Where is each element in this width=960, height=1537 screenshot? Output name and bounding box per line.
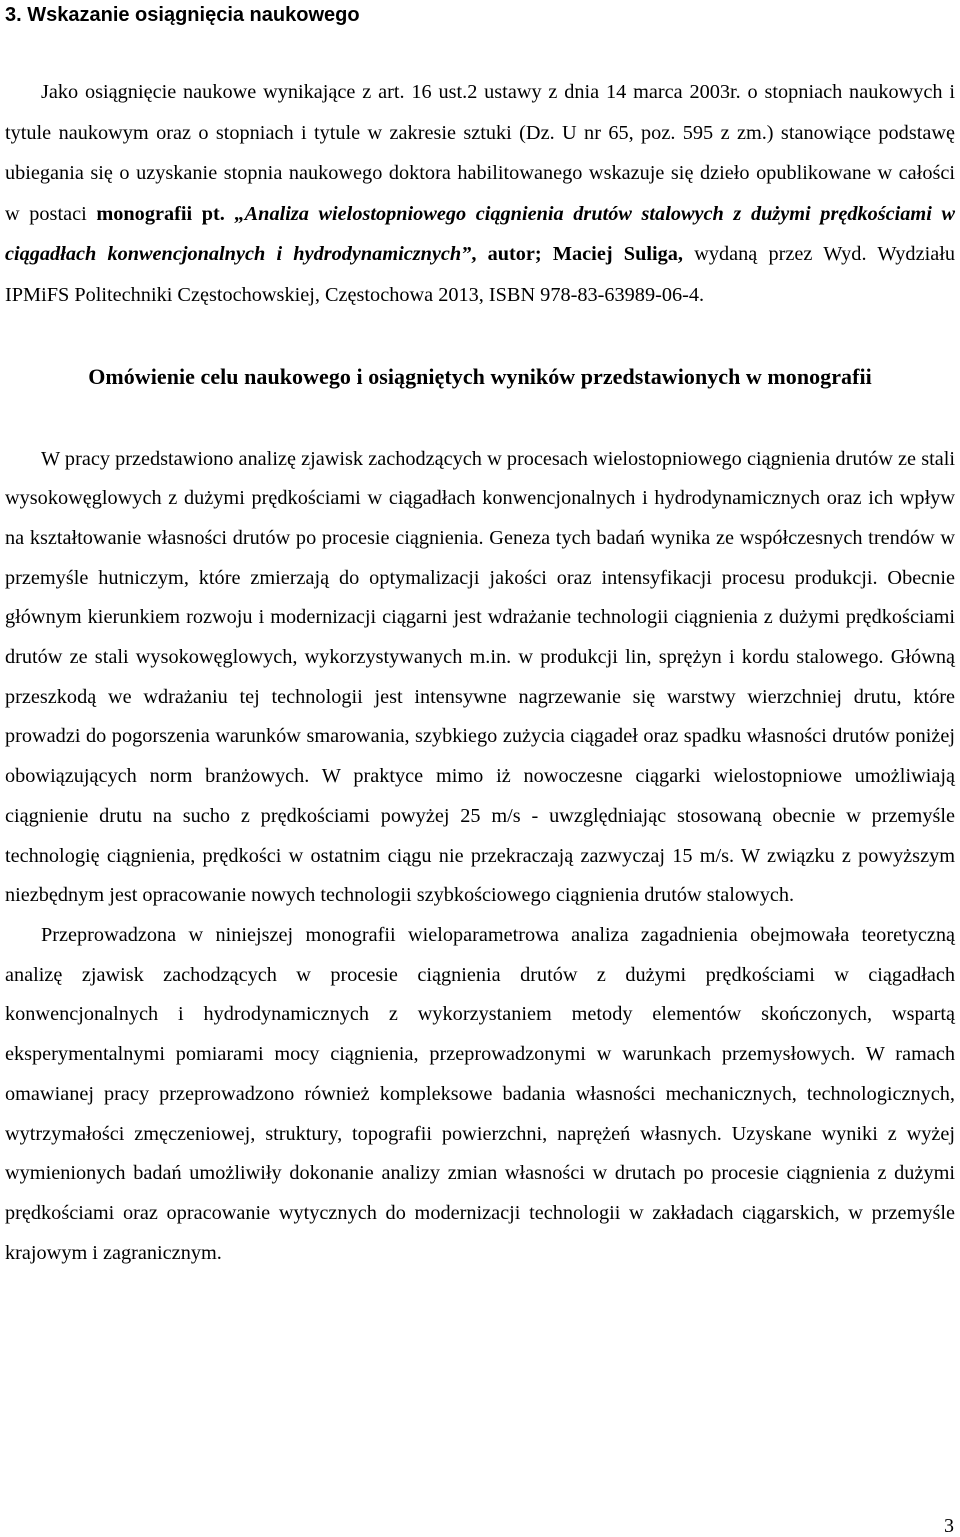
- publisher-info: wydaną przez Wyd. Wydziału IPMiFS Politechniki Częstochowskiej, Częstochowa 2013, ISBN 978-83-63989-06-4.: [5, 243, 955, 306]
- intro-paragraph: [5, 72, 955, 316]
- body-paragraph: Przeprowadzona w niniejszej monografii wieloparametrowa analiza zagadnienia obejmowała teoretyczną analizę zjawisk zachodzących w procesie ciągnienia drutów z dużymi prędkościami w ciągadłach konwencjonalnych i hydrodynamicznych z wykorzystaniem metody elementów skończonych, wspartą eksperymentalnymi pomiarami mocy ciągnienia, przeprowadzonymi w warunkach przemysłowych. W ramach omawianej pracy przeprowadzono również kompleksowe badania własności mechanicznych, technologicznych, wytrzymałości zmęczeniowej, struktury, topografii powierzchni, naprężeń własnych. Uzyskane wyniki z wyżej wymienionych badań umożliwiły dokonanie analizy zmian własności w drutach po procesie ciągnienia z dużymi prędkościami oraz opracowanie wytycznych do modernizacji technologii w zakładach ciągarskich, w przemyśle krajowym i zagranicznym.: [5, 924, 955, 1264]
- monograph-title: „Analiza wielostopniowego ciągnienia drutów stalowych z dużymi prędkościami w ciągadłach konwencjonalnych i hydrodynamicznych”: [5, 202, 955, 266]
- monograph-label: monografii pt.: [96, 202, 225, 225]
- subheading: Omówienie celu naukowego i osiągniętych wyników przedstawionych w monografii: [88, 363, 872, 389]
- section-heading: 3. Wskazanie osiągnięcia naukowego: [5, 4, 360, 26]
- body-paragraph: W pracy przedstawiono analizę zjawisk zachodzących w procesach wielostopniowego ciągnienia drutów ze stali wysokowęglowych z dużymi prędkościami w ciągadłach konwencjonalnych i hydrodynamicznych oraz ich wpływ na kształtowanie własności drutów po procesie ciągnienia. Geneza tych badań wynika ze współczesnych trendów w przemyśle hutniczym, które zmierzają do optymalizacji jakości oraz intensyfikacji procesu produkcji. Obecnie głównym kierunkiem rozwoju i modernizacji ciągarni jest wdrażanie technologii ciągnienia z dużymi prędkościami drutów ze stali wysokowęglowych, wykorzystywanych m.in. w produkcji lin, sprężyn i kordu stalowego. Główną przeszkodą we wdrażaniu tej technologii jest intensywne nagrzewanie się warstwy wierzchniej drutu, które prowadzi do pogorszenia warunków smarowania, szybkiego zużycia ciągadeł oraz spadku własności drutów poniżej obowiązujących norm branżowych. W praktyce mimo iż nowoczesne ciągarki wielostopniowe umożliwiają ciągnienie drutu na sucho z prędkościami powyżej 25 m/s - uwzględniając stosowaną obecnie w przemyśle technologię ciągnienia, prędkości w ostatnim ciągu nie przekraczają zazwyczaj 15 m/s. W związku z powyższym niezbędnym jest opracowanie nowych technologii szybkościowego ciągnienia drutów stalowych.: [5, 447, 955, 907]
- intro-text: Jako osiągnięcie naukowe wynikające z art. 16 ust.2 ustawy z dnia 14 marca 2003r. o stopniach naukowych i tytule naukowym oraz o stopniach i tytule w zakresie sztuki (Dz. U nr 65, poz. 595 z zm.) stanowiące podstawę ubiegania się o uzyskanie stopnia naukowego doktora habilitowanego wskazuje się dzieło opublikowane w całości w postaci: [5, 81, 955, 225]
- author-info: , autor; Maciej Suliga,: [471, 243, 683, 266]
- document-page: [5, 0, 955, 1273]
- page-number: 3: [944, 1515, 954, 1537]
